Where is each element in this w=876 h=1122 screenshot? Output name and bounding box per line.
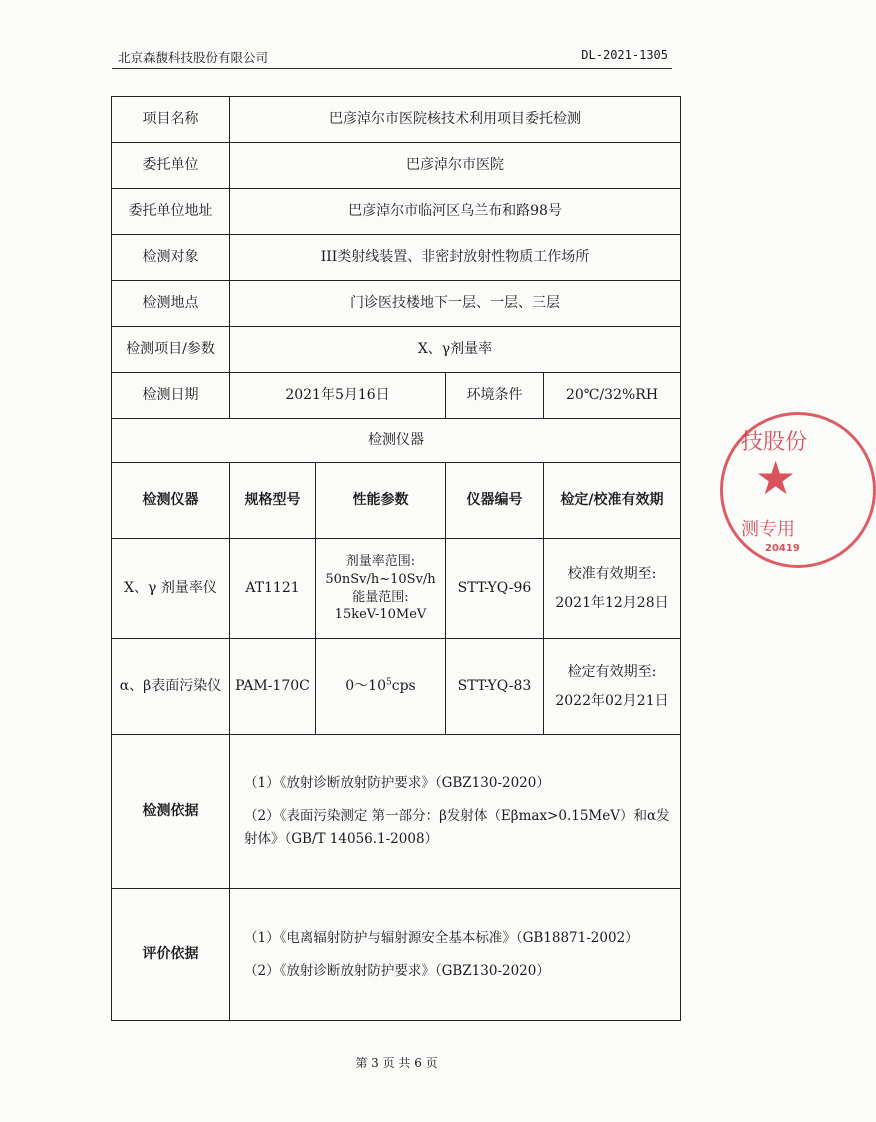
basis-row bbox=[112, 735, 681, 889]
info-value: 门诊医技楼地下一层、一层、三层 bbox=[230, 281, 681, 327]
date-row bbox=[112, 373, 681, 419]
basis-item: （1）《放射诊断放射防护要求》（GBZ130-2020） bbox=[244, 775, 550, 792]
official-stamp bbox=[720, 412, 876, 568]
column-header: 规格型号 bbox=[230, 463, 316, 539]
info-value: X、γ剂量率 bbox=[230, 327, 681, 373]
param-exponent: 5 bbox=[386, 677, 392, 688]
evaluation-item: （2）《放射诊断放射防护要求》（GBZ130-2020） bbox=[244, 962, 550, 979]
inspection-table bbox=[111, 96, 681, 1021]
info-row bbox=[112, 327, 681, 373]
info-label: 检测项目/参数 bbox=[112, 327, 230, 373]
param-line: 剂量率范围: bbox=[345, 554, 416, 570]
date-value: 2021年5月16日 bbox=[230, 373, 446, 419]
info-row bbox=[112, 97, 681, 143]
validity-label: 校准有效期至: bbox=[567, 566, 657, 583]
instrument-id: STT-YQ-96 bbox=[446, 539, 544, 639]
instrument-validity bbox=[544, 639, 681, 735]
info-value: 巴彦淖尔市医院 bbox=[230, 143, 681, 189]
info-row bbox=[112, 235, 681, 281]
param-line: 15keV-10MeV bbox=[334, 607, 427, 623]
instrument-id: STT-YQ-83 bbox=[446, 639, 544, 735]
info-value: III类射线装置、非密封放射性物质工作场所 bbox=[230, 235, 681, 281]
column-header: 检定/校准有效期 bbox=[544, 463, 681, 539]
instruments-header-row bbox=[112, 463, 681, 539]
page-footer: 第 3 页 共 6 页 bbox=[355, 1056, 438, 1070]
instrument-row bbox=[112, 539, 681, 639]
info-label: 委托单位地址 bbox=[112, 189, 230, 235]
stamp-text-top: 技股份 bbox=[741, 430, 808, 455]
instrument-model: PAM-170C bbox=[230, 639, 316, 735]
evaluation-content bbox=[230, 889, 681, 1021]
info-label: 委托单位 bbox=[112, 143, 230, 189]
instrument-name: X、γ 剂量率仪 bbox=[112, 539, 230, 639]
param-unit: cps bbox=[391, 678, 416, 695]
info-value: 巴彦淖尔市医院核技术利用项目委托检测 bbox=[230, 97, 681, 143]
param-line: 50nSv/h~10Sv/h bbox=[325, 571, 436, 587]
validity-date: 2021年12月28日 bbox=[555, 594, 669, 611]
evaluation-row bbox=[112, 889, 681, 1021]
stamp-serial: 20419 bbox=[765, 543, 800, 554]
instrument-model: AT1121 bbox=[230, 539, 316, 639]
column-header: 性能参数 bbox=[316, 463, 446, 539]
info-row bbox=[112, 143, 681, 189]
instruments-title: 检测仪器 bbox=[112, 419, 681, 463]
info-label: 项目名称 bbox=[112, 97, 230, 143]
star-icon: ★ bbox=[755, 451, 797, 505]
instrument-name: α、β表面污染仪 bbox=[112, 639, 230, 735]
column-header: 检测仪器 bbox=[112, 463, 230, 539]
basis-content bbox=[230, 735, 681, 889]
instrument-validity bbox=[544, 539, 681, 639]
instrument-row bbox=[112, 639, 681, 735]
info-value: 巴彦淖尔市临河区乌兰布和路98号 bbox=[230, 189, 681, 235]
stamp-text-bottom: 测专用 bbox=[741, 519, 795, 540]
env-value: 20℃/32%RH bbox=[544, 373, 681, 419]
info-label: 检测地点 bbox=[112, 281, 230, 327]
info-row bbox=[112, 281, 681, 327]
instrument-params bbox=[316, 539, 446, 639]
evaluation-label: 评价依据 bbox=[112, 889, 230, 1021]
instruments-title-row bbox=[112, 419, 681, 463]
date-label: 检测日期 bbox=[112, 373, 230, 419]
column-header: 仪器编号 bbox=[446, 463, 544, 539]
basis-item: （2）《表面污染测定 第一部分：β发射体（Eβmax>0.15MeV）和α发射体》（GB/T 14056.1-2008） bbox=[244, 808, 670, 847]
instrument-params bbox=[316, 639, 446, 735]
info-row bbox=[112, 189, 681, 235]
validity-date: 2022年02月21日 bbox=[555, 692, 669, 709]
company-name: 北京森馥科技股份有限公司 bbox=[118, 50, 269, 65]
document-number: DL-2021-1305 bbox=[581, 48, 668, 62]
info-label: 检测对象 bbox=[112, 235, 230, 281]
evaluation-item: （1）《电离辐射防护与辐射源安全基本标准》（GB18871-2002） bbox=[244, 929, 639, 946]
env-label: 环境条件 bbox=[446, 373, 544, 419]
validity-label: 检定有效期至: bbox=[567, 664, 657, 681]
page-header bbox=[112, 44, 672, 69]
param-line: 能量范围: bbox=[352, 589, 409, 605]
basis-label: 检测依据 bbox=[112, 735, 230, 889]
param-base: 0～10 bbox=[345, 678, 386, 695]
